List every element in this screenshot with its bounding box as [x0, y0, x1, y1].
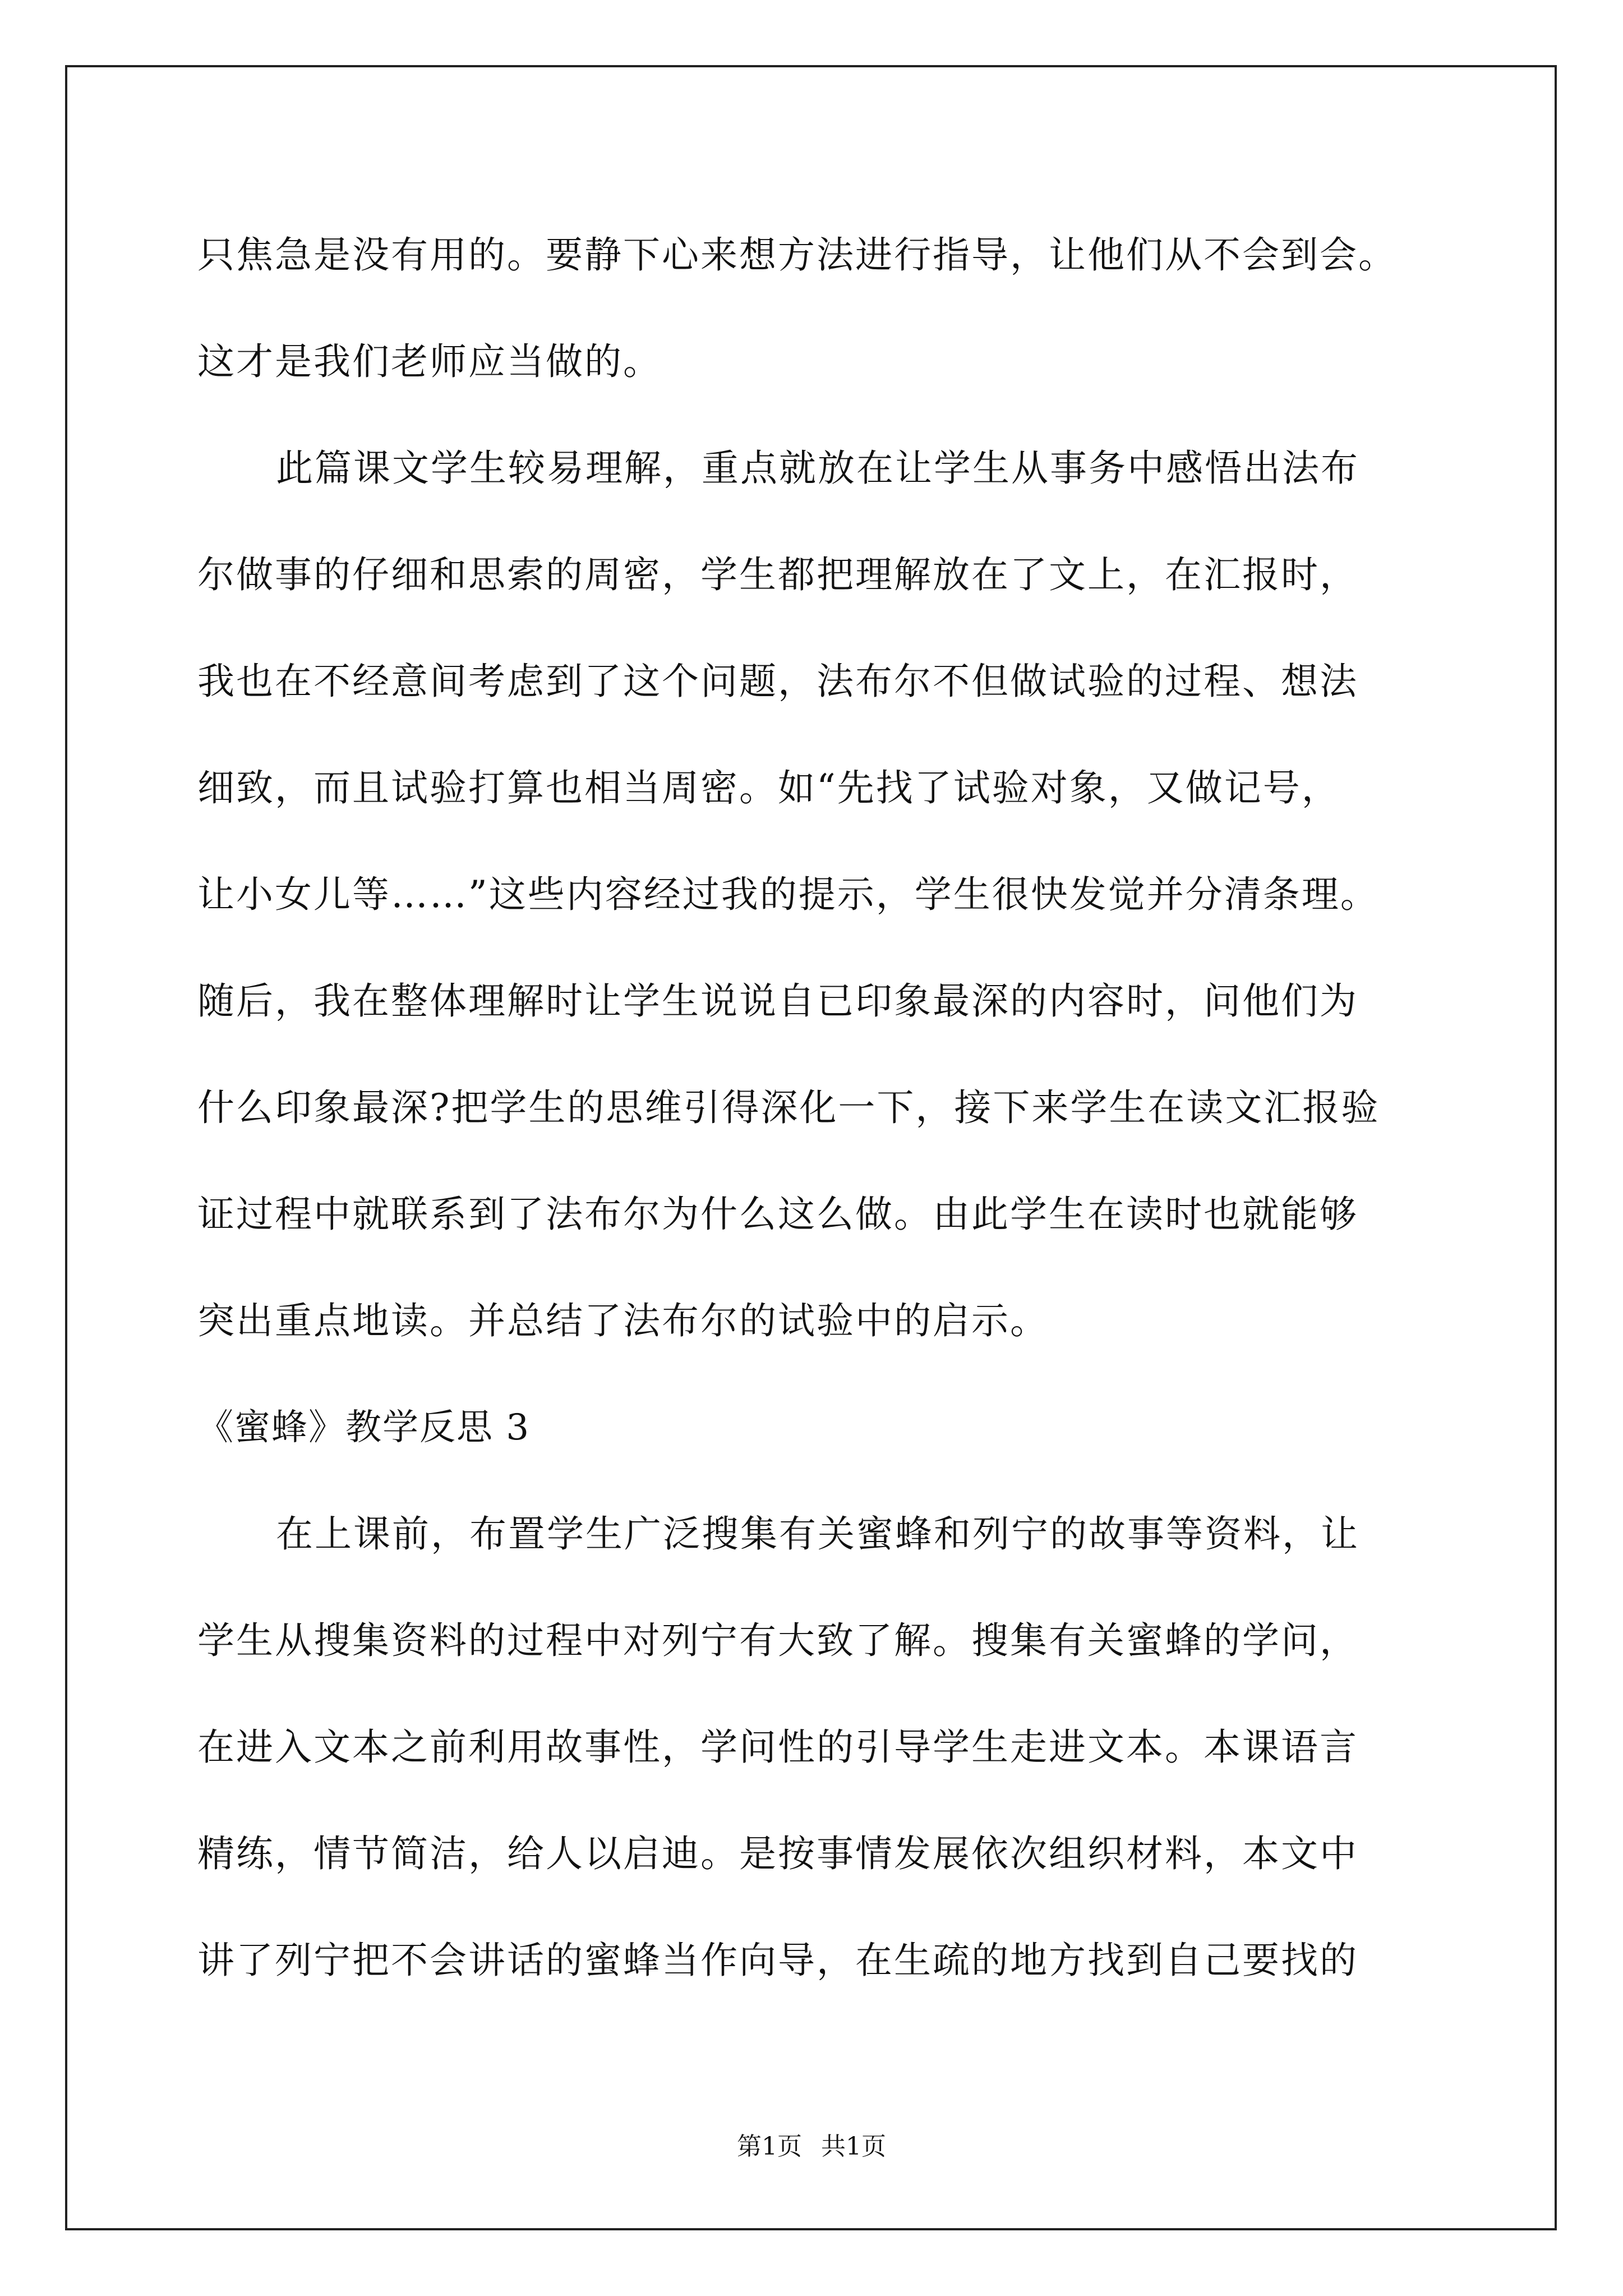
text-line: 证过程中就联系到了法布尔为什么这么做。由此学生在读时也就能够 — [197, 1193, 1358, 1236]
section-heading: 《蜜蜂》教学反思 3 — [197, 1407, 531, 1448]
text-line: 讲了列宁把不会讲话的蜜蜂当作向导，在生疏的地方找到自己要找的 — [197, 1939, 1358, 1982]
text-line: 随后，我在整体理解时让学生说说自已印象最深的内容时，问他们为 — [197, 979, 1358, 1023]
text-line: 尔做事的仔细和思索的周密，学生都把理解放在了文上，在汇报时， — [197, 553, 1358, 596]
document-body — [197, 202, 1459, 2014]
paragraph-start-line: 此篇课文学生较易理解，重点就放在让学生从事务中感悟出法布 — [276, 447, 1359, 490]
page-footer — [0, 2126, 1623, 2162]
text-line: 细致，而且试验打算也相当周密。如“先找了试验对象，又做记号， — [197, 766, 1340, 809]
text-line: 我也在不经意间考虑到了这个问题，法布尔不但做试验的过程、想法 — [197, 660, 1358, 703]
page-total: 共1页 — [821, 2132, 886, 2161]
text-line: 突出重点地读。并总结了法布尔的试验中的启示。 — [197, 1299, 1049, 1342]
text-line: 精练，情节简洁，给人以启迪。是按事情发展依次组织材料，本文中 — [197, 1832, 1358, 1875]
text-line: 在进入文本之前利用故事性，学问性的引导学生走进文本。本课语言 — [197, 1726, 1358, 1769]
text-line: 这才是我们老师应当做的。 — [197, 340, 662, 383]
paragraph-start-line: 在上课前，布置学生广泛搜集有关蜜蜂和列宁的故事等资料，让 — [276, 1512, 1359, 1556]
text-line: 什么印象最深?把学生的思维引得深化一下，接下来学生在读文汇报验 — [197, 1086, 1380, 1129]
text-line: 只焦急是没有用的。要静下心来想方法进行指导，让他们从不会到会。 — [197, 233, 1397, 277]
text-line: 学生从搜集资料的过程中对列宁有大致了解。搜集有关蜜蜂的学问， — [197, 1619, 1358, 1662]
text-line: 让小女儿等……”这些内容经过我的提示，学生很快发觉并分清条理。 — [197, 873, 1379, 916]
page-number: 第1页 — [737, 2132, 802, 2161]
